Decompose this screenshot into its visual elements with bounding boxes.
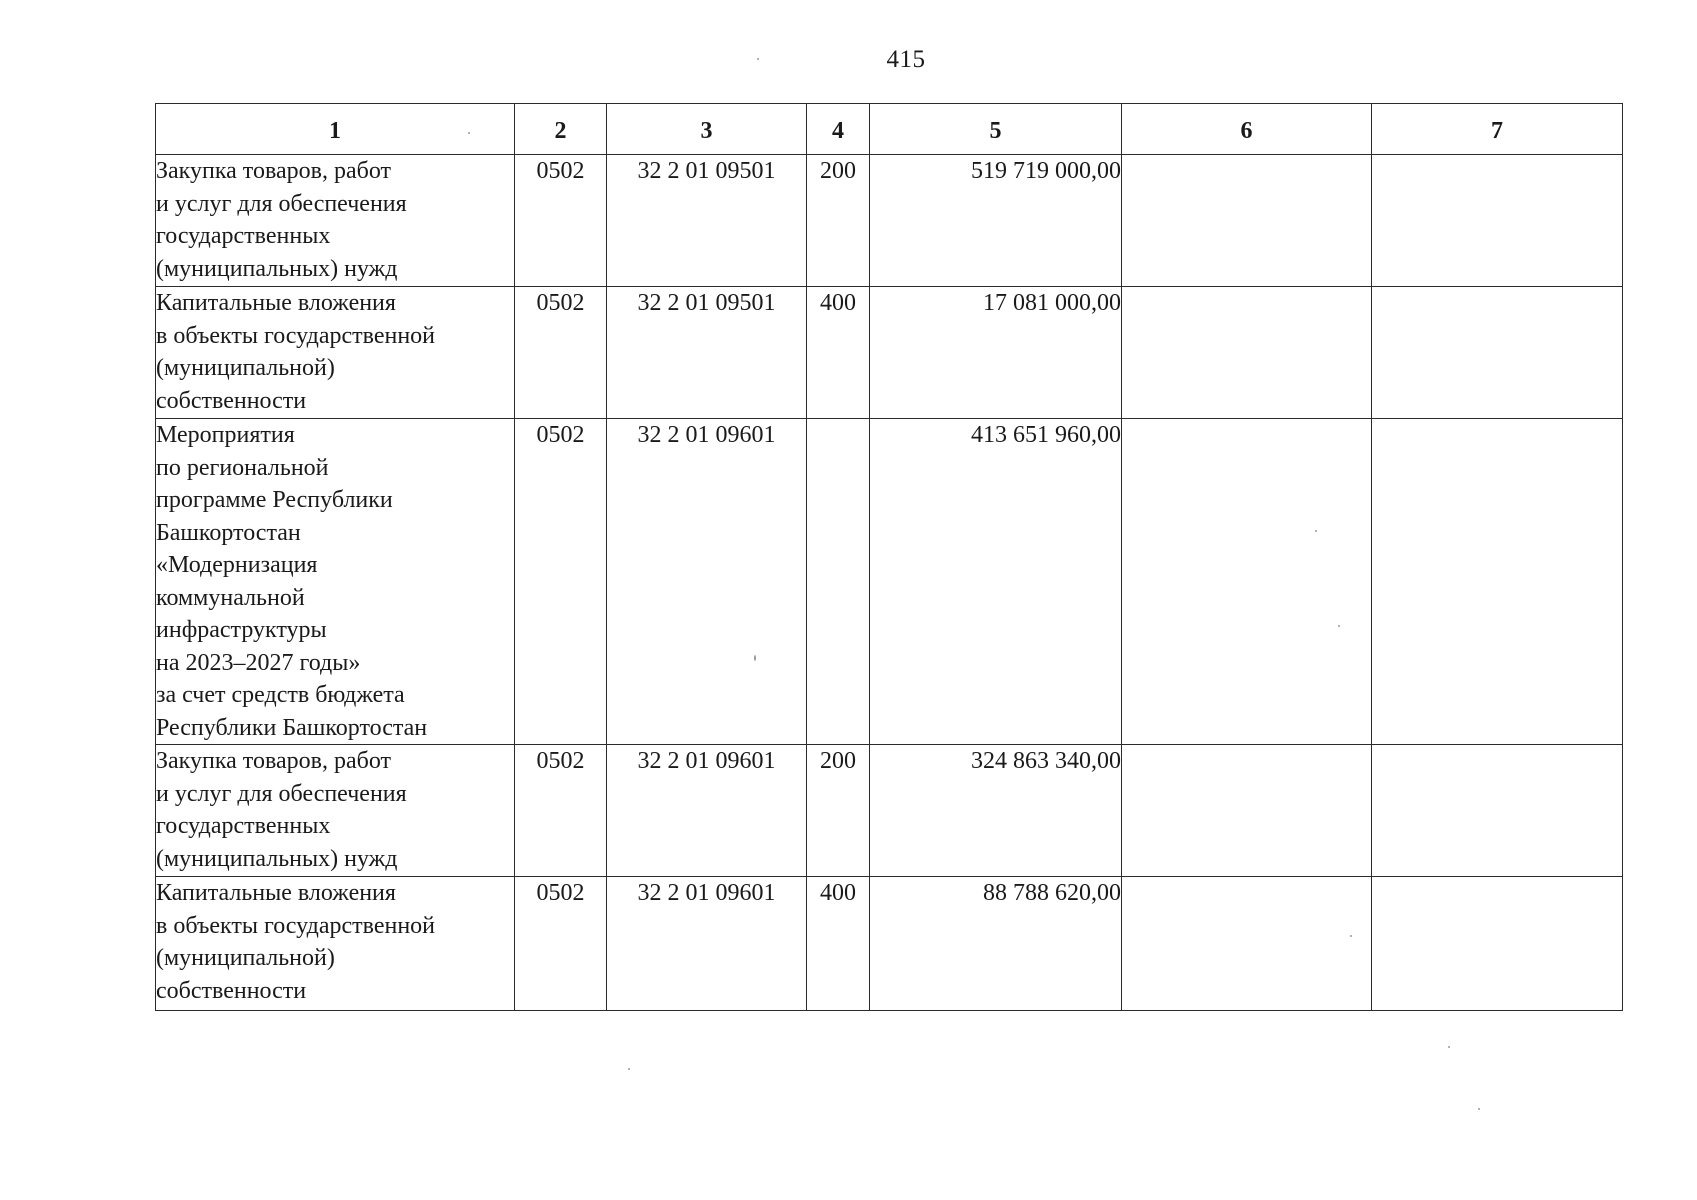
column-header-2: 2 bbox=[515, 104, 607, 155]
table-row bbox=[156, 155, 1623, 287]
amount: 17 081 000,00 bbox=[870, 287, 1122, 419]
column-6-cell bbox=[1122, 745, 1372, 877]
column-7-cell bbox=[1372, 745, 1623, 877]
column-header-3: 3 bbox=[607, 104, 807, 155]
budget-table bbox=[155, 103, 1623, 1011]
expense-name: Мероприятия по региональной программе Республики Башкортостан «Модернизация коммунальной инфраструктуры на 2023–2027 годы» за счет средств бюджета Республики Башкортостан bbox=[156, 419, 515, 745]
amount: 413 651 960,00 bbox=[870, 419, 1122, 745]
target-code: 32 2 01 09601 bbox=[607, 419, 807, 745]
section-code: 0502 bbox=[515, 877, 607, 1011]
header-row bbox=[156, 104, 1623, 155]
expense-type-code: 400 bbox=[807, 287, 870, 419]
table-row bbox=[156, 419, 1623, 745]
column-7-cell bbox=[1372, 287, 1623, 419]
scan-speck bbox=[1350, 935, 1352, 937]
expense-type-code: 200 bbox=[807, 745, 870, 877]
scan-speck bbox=[1315, 530, 1317, 532]
target-code: 32 2 01 09601 bbox=[607, 745, 807, 877]
column-header-5: 5 bbox=[870, 104, 1122, 155]
column-6-cell bbox=[1122, 155, 1372, 287]
target-code: 32 2 01 09501 bbox=[607, 287, 807, 419]
scan-speck bbox=[757, 58, 759, 60]
table-row bbox=[156, 877, 1623, 1011]
column-header-1: 1 bbox=[156, 104, 515, 155]
section-code: 0502 bbox=[515, 745, 607, 877]
expense-name: Закупка товаров, работ и услуг для обеспечения государственных (муниципальных) нужд bbox=[156, 155, 515, 287]
table-row bbox=[156, 287, 1623, 419]
expense-type-code bbox=[807, 419, 870, 745]
target-code: 32 2 01 09601 bbox=[607, 877, 807, 1011]
scan-speck bbox=[754, 655, 756, 661]
column-header-4: 4 bbox=[807, 104, 870, 155]
expense-name: Капитальные вложения в объекты государственной (муниципальной) собственности bbox=[156, 877, 515, 1011]
section-code: 0502 bbox=[515, 287, 607, 419]
scan-speck bbox=[1478, 1108, 1480, 1110]
table-body bbox=[156, 155, 1623, 1011]
amount: 519 719 000,00 bbox=[870, 155, 1122, 287]
scan-speck bbox=[1338, 625, 1340, 627]
expense-type-code: 400 bbox=[807, 877, 870, 1011]
column-6-cell bbox=[1122, 287, 1372, 419]
column-header-6: 6 bbox=[1122, 104, 1372, 155]
expense-name: Закупка товаров, работ и услуг для обеспечения государственных (муниципальных) нужд bbox=[156, 745, 515, 877]
section-code: 0502 bbox=[515, 155, 607, 287]
table-row bbox=[156, 745, 1623, 877]
scan-speck bbox=[468, 132, 470, 134]
column-7-cell bbox=[1372, 155, 1623, 287]
column-7-cell bbox=[1372, 877, 1623, 1011]
expense-type-code: 200 bbox=[807, 155, 870, 287]
page-number: 415 bbox=[886, 46, 926, 73]
column-header-7: 7 bbox=[1372, 104, 1623, 155]
scan-speck bbox=[628, 1068, 630, 1070]
scan-speck bbox=[1448, 1046, 1450, 1048]
column-6-cell bbox=[1122, 877, 1372, 1011]
target-code: 32 2 01 09501 bbox=[607, 155, 807, 287]
expense-name: Капитальные вложения в объекты государственной (муниципальной) собственности bbox=[156, 287, 515, 419]
column-7-cell bbox=[1372, 419, 1623, 745]
table-header bbox=[156, 104, 1623, 155]
amount: 88 788 620,00 bbox=[870, 877, 1122, 1011]
section-code: 0502 bbox=[515, 419, 607, 745]
amount: 324 863 340,00 bbox=[870, 745, 1122, 877]
column-6-cell bbox=[1122, 419, 1372, 745]
